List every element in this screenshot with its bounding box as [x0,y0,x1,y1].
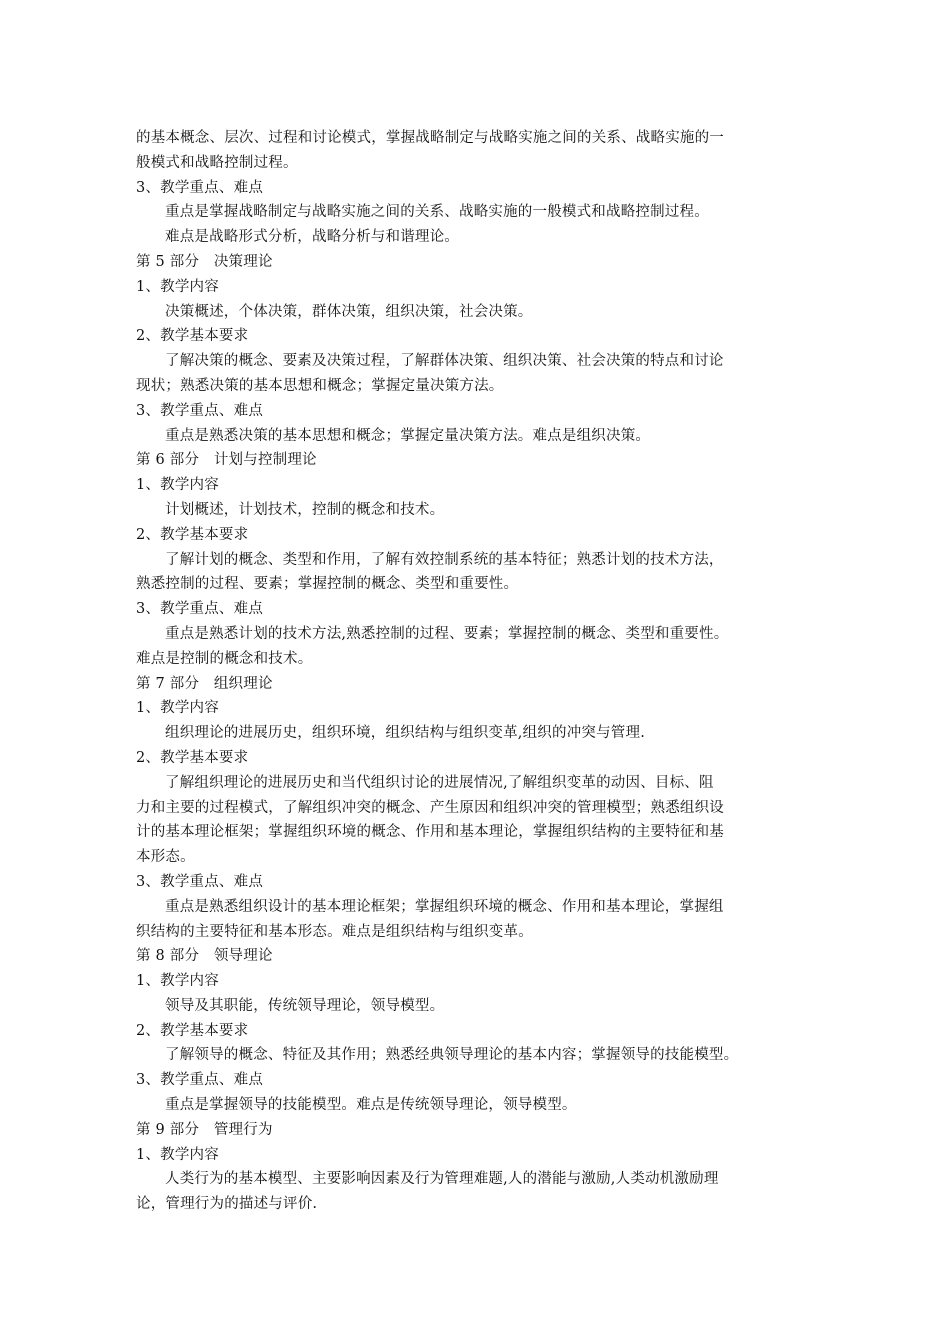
text-line-37: 了解领导的概念、特征及其作用；熟悉经典领导理论的基本内容；掌握领导的技能模型。 [165,1047,739,1064]
part-heading-6: 第 6 部分 计划与控制理论 [136,452,317,469]
text-line-24: 组织理论的进展历史，组织环境，组织结构与组织变革,组织的冲突与管理. [165,725,646,742]
document-page [136,126,816,1217]
part-heading-9: 第 9 部分 管理行为 [136,1121,273,1138]
text-line-29: 本形态。 [136,849,195,866]
text-line-4: 难点是战略形式分析，战略分析与和谐理论。 [165,229,459,246]
part-heading-5: 第 5 部分 决策理论 [136,253,273,270]
text-line-1: 般模式和战略控制过程。 [136,154,298,171]
section-heading-2: 2、教学基本要求 [136,749,249,766]
part-heading-8: 第 8 部分 领导理论 [136,948,273,965]
section-heading-3: 3、教学重点、难点 [136,873,264,890]
text-line-15: 计划概述，计划技术，控制的概念和技术。 [165,501,445,518]
section-heading-1: 1、教学内容 [136,973,219,990]
text-line-31: 重点是熟悉组织设计的基本理论框架；掌握组织环境的概念、作用和基本理论，掌握组 [165,898,724,915]
text-line-26: 了解组织理论的进展历史和当代组织讨论的进展情况,了解组织变革的动因、目标、阻 [165,774,714,791]
section-heading-2: 2、教学基本要求 [136,1022,249,1039]
section-heading-1: 1、教学内容 [136,1146,219,1163]
text-line-42: 人类行为的基本模型、主要影响因素及行为管理难题,人的潜能与激励,人类动机激励理 [165,1171,719,1188]
section-heading-1: 1、教学内容 [136,700,219,717]
section-heading-1: 1、教学内容 [136,477,219,494]
part-heading-7: 第 7 部分 组织理论 [136,675,273,692]
section-heading-3: 3、教学重点、难点 [136,402,264,419]
section-heading-2: 2、教学基本要求 [136,526,249,543]
section-heading-3: 3、教学重点、难点 [136,179,264,196]
section-heading-3: 3、教学重点、难点 [136,1072,264,1089]
text-line-35: 领导及其职能，传统领导理论，领导模型。 [165,997,445,1014]
text-line-17: 了解计划的概念、类型和作用，了解有效控制系统的基本特征；熟悉计划的技术方法， [165,551,724,568]
text-line-10: 现状；熟悉决策的基本思想和概念；掌握定量决策方法。 [136,377,504,394]
section-heading-3: 3、教学重点、难点 [136,601,264,618]
text-line-21: 难点是控制的概念和技术。 [136,650,313,667]
text-line-27: 力和主要的过程模式，了解组织冲突的概念、产生原因和组织冲突的管理模型；熟悉组织设 [136,799,724,816]
text-line-7: 决策概述，个体决策，群体决策，组织决策，社会决策。 [165,303,533,320]
section-heading-2: 2、教学基本要求 [136,328,249,345]
text-line-9: 了解决策的概念、要素及决策过程，了解群体决策、组织决策、社会决策的特点和讨论 [165,353,724,370]
text-line-18: 熟悉控制的过程、要素；掌握控制的概念、类型和重要性。 [136,576,519,593]
text-line-20: 重点是熟悉计划的技术方法,熟悉控制的过程、要素；掌握控制的概念、类型和重要性。 [165,625,729,642]
text-line-12: 重点是熟悉决策的基本思想和概念；掌握定量决策方法。难点是组织决策。 [165,427,651,444]
text-line-28: 计的基本理论框架；掌握组织环境的概念、作用和基本理论，掌握组织结构的主要特征和基 [136,824,724,841]
text-line-43: 论，管理行为的描述与评价. [136,1196,318,1213]
text-line-39: 重点是掌握领导的技能模型。难点是传统领导理论，领导模型。 [165,1097,577,1114]
section-heading-1: 1、教学内容 [136,278,219,295]
text-line-32: 织结构的主要特征和基本形态。难点是组织结构与组织变革。 [136,923,533,940]
text-line-3: 重点是掌握战略制定与战略实施之间的关系、战略实施的一般模式和战略控制过程。 [165,204,709,221]
text-line-0: 的基本概念、层次、过程和讨论模式，掌握战略制定与战略实施之间的关系、战略实施的一 [136,130,724,146]
